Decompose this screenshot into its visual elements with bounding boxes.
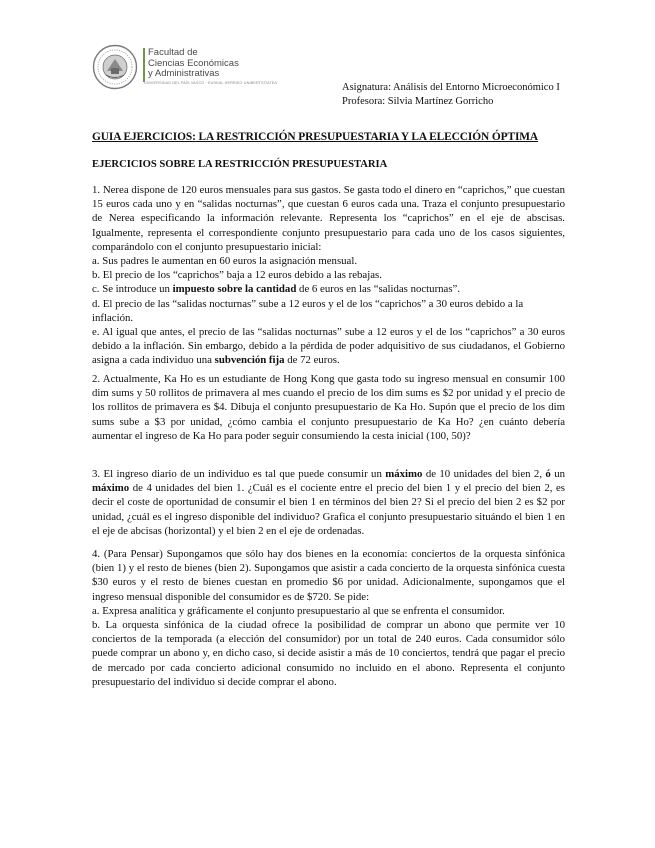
exercise-4-item-a: a. Expresa analítica y gráficamente el conjunto presupuestario al que se enfrenta el consumidor. (92, 604, 505, 617)
page-title: GUIA EJERCICIOS: LA RESTRICCIÓN PRESUPUESTARIA Y LA ELECCIÓN ÓPTIMA (92, 131, 539, 143)
exercise-4-intro: 4. (Para Pensar) Supongamos que sólo hay dos bienes en la economía: conciertos de la orquesta sinfónica (bien 1) y el resto de bienes (bien 2). Supongamos que asistir a cada concierto de la orquesta sinfónica cuesta $30 euros y el resto de bienes cuestan en promedio $6 por unidad. Adicionalmente, supongamos que el ingreso mensual disponible del consumidor es de $720. Se pide: (92, 548, 565, 603)
subject-line: Asignatura: Análisis del Entorno Microeconómico I (342, 82, 560, 93)
exercise-4 (92, 547, 565, 689)
faculty-logo (92, 44, 282, 92)
exercise-2-text: 2. Actualmente, Ka Ho es un estudiante de Hong Kong que gasta todo su ingreso mensual en consumir 100 dim sums y 50 rollitos de primavera al mes cuando el precio de los dim sums es $2 por unidad y el precio de los rollitos de primavera es $4. Dibuja el conjunto presupuestario de Ka Ho. Supón que el precio de los dim sums sube a $3 por unidad, ¿cómo cambia el conjunto presupuestario de Ka Ho? ¿en cuánto debería aumentar el ingreso de Ka Ho para poder seguir consumiendo la cesta inicial (100, 50)? (92, 373, 565, 442)
logo-divider (143, 48, 145, 82)
course-header (342, 81, 560, 109)
exercise-1-item-c: c. Se introduce un impuesto sobre la cantidad de 6 euros en las “salidas nocturnas”. (92, 283, 461, 296)
exercise-1-item-e: e. Al igual que antes, el precio de las “salidas nocturnas” sube a 12 euros y el de los “caprichos” a 30 euros debido a la inflación. Sin embargo, debido a la pérdida de poder adquisitivo de sus ciudadanos, el Gobierno asigna a cada individuo una subvención fija de 72 euros. (92, 326, 565, 367)
exercise-4-item-b: b. La orquesta sinfónica de la ciudad ofrece la posibilidad de comprar un abono que permite ver 10 conciertos de la temporada (a elección del consumidor) por un total de 240 euros. Cada consumidor sólo puede comprar un abono y, en dicho caso, si decide asistir a más de 10 conciertos, tendrá que pagar el precio de mercado por cada concierto adicional consumido no incluido en el abono. Representa el conjunto presupuestario del individuo si decide comprar el abono. (92, 619, 565, 688)
exercise-1 (92, 183, 565, 368)
exercise-2 (92, 372, 565, 443)
university-seal-icon (92, 44, 138, 90)
exercise-1-intro: 1. Nerea dispone de 120 euros mensuales para sus gastos. Se gasta todo el dinero en “caprichos,” que cuestan 15 euros cada uno y en “salidas nocturnas”, que cuestan 6 euros cada una. Traza el conjunto presupuestario de Nerea especificando la información relevante. Representa los “caprichos” en el eje de abscisas. Igualmente, representa el correspondiente conjunto presupuestario para cada uno de los casos siguientes, comparándolo con el conjunto presupuestario inicial: (92, 184, 565, 253)
professor-line: Profesora: Silvia Martínez Gorricho (342, 96, 494, 107)
exercise-1-item-a: a. Sus padres le aumentan en 60 euros la asignación mensual. (92, 255, 358, 268)
faculty-name-line: y Administrativas (148, 68, 220, 79)
faculty-name (148, 48, 239, 80)
faculty-name-line: Facultad de (148, 47, 198, 58)
exercise-1-item-b: b. El precio de los “caprichos” baja a 12 euros debido a las rebajas. (92, 269, 382, 282)
exercise-3 (92, 467, 565, 538)
faculty-name-line: Ciencias Económicas (148, 57, 239, 69)
faculty-tagline: UNIVERSIDAD DEL PAÍS VASCO · EUSKAL HERRIKO UNIBERTSITATEA (144, 81, 278, 85)
exercise-3-text: 3. El ingreso diario de un individuo es tal que puede consumir un máximo de 10 unidades del bien 2, ó un máximo de 4 unidades del bien 1. ¿Cuál es el cociente entre el precio del bien 1 y el precio del bien 2, es decir el coste de oportunidad de consumir el bien 1 en términos del bien 2? Si el precio del bien 2 es $2 por unidad, ¿cuál es el ingreso disponible del individuo? Grafica el conjunto presupuestario situándo el bien 1 en el eje de abcisas (horizontal) y el bien 2 en el eje de ordenadas. (92, 468, 566, 537)
section-title: EJERCICIOS SOBRE LA RESTRICCIÓN PRESUPUESTARIA (92, 159, 388, 170)
exercise-1-item-d: d. El precio de las “salidas nocturnas” sube a 12 euros y el de los “caprichos” a 30 euros debido a la inflación. (92, 297, 524, 324)
